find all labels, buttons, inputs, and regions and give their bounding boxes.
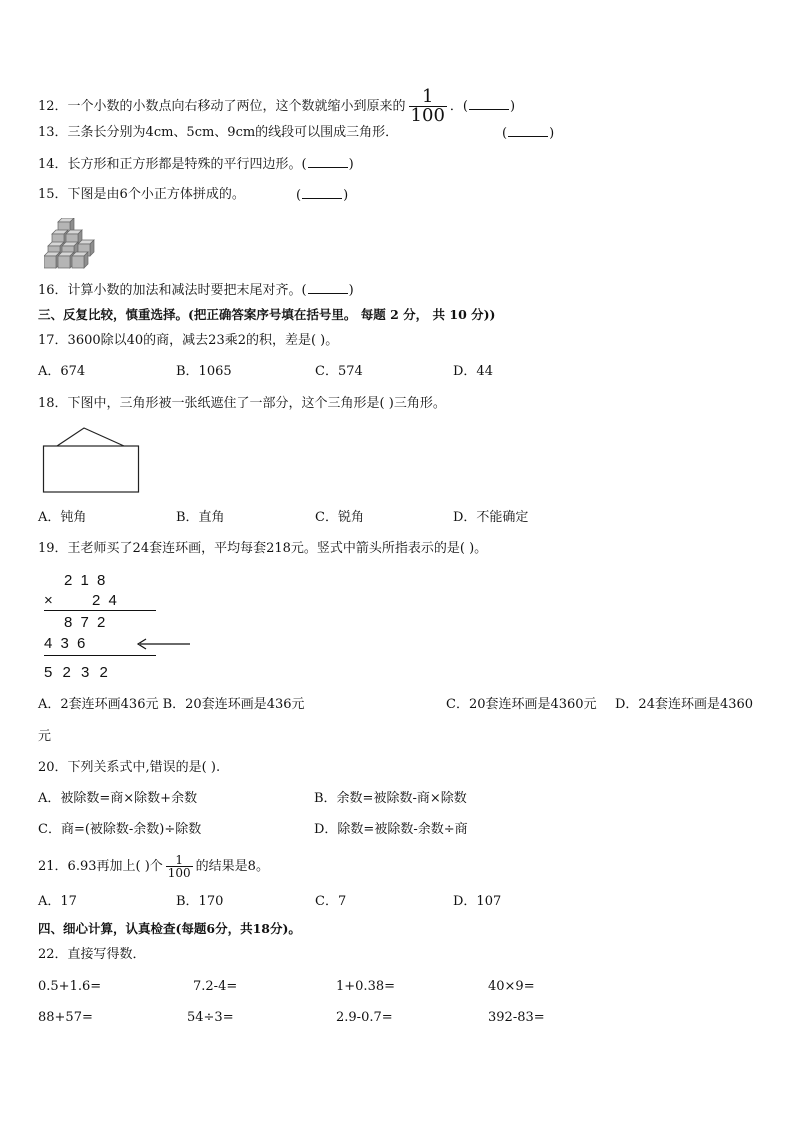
- question-16-text: 16．计算小数的加法和减法时要把末尾对齐。(: [38, 283, 307, 298]
- vertical-row-5: 5 2 3 2: [44, 664, 108, 681]
- fraction-one-hundredth: $\frac{1}{100}$: [410, 86, 445, 126]
- q21-option-c[interactable]: C．7: [315, 894, 347, 909]
- arrow-left-icon: [134, 638, 192, 650]
- answer-blank-13[interactable]: [508, 124, 548, 137]
- q20-option-a[interactable]: A．被除数=商×除数+余数: [38, 791, 198, 806]
- calc-item: 0.5+1.6=: [38, 979, 102, 994]
- section-3-heading: 三、反复比较，慎重选择。(把正确答案序号填在括号里。 每题 2 分， 共 10 分)): [38, 307, 496, 322]
- q21-option-d[interactable]: D．107: [453, 894, 502, 909]
- question-21: 21．6.93再加上( )个 $\frac{1}{100}$ 的结果是8。: [38, 853, 269, 880]
- question-14: 14．长方形和正方形都是特殊的平行四边形。( ): [38, 157, 354, 172]
- q18-option-b[interactable]: B．直角: [176, 510, 225, 525]
- stacked-cubes-figure: [44, 218, 98, 270]
- answer-blank-15[interactable]: [302, 186, 342, 199]
- section-4-heading: 四、细心计算，认真检查(每题6分，共18分)。: [38, 921, 301, 936]
- vertical-row-3: 8 7 2: [64, 614, 106, 631]
- q19-option-d[interactable]: D．24套连环画是4360: [615, 697, 754, 712]
- answer-blank-12[interactable]: [469, 97, 509, 110]
- q19-option-d-wrap: 元: [38, 729, 52, 744]
- question-15-text: 15．下图是由6个小正方体拼成的。: [38, 187, 245, 202]
- calc-item: 7.2-4=: [193, 979, 238, 994]
- q20-option-c[interactable]: C．商=(被除数-余数)÷除数: [38, 822, 202, 837]
- calc-item: 40×9=: [488, 979, 535, 994]
- q19-option-ab[interactable]: A．2套连环画436元 B．20套连环画是436元: [38, 697, 305, 712]
- question-13: [38, 124, 398, 142]
- calc-item: 54÷3=: [187, 1010, 234, 1025]
- answer-paren-13: ( ): [502, 126, 555, 141]
- vertical-row-2: 2 4: [92, 592, 117, 609]
- question-15: [38, 186, 245, 204]
- answer-blank-14[interactable]: [308, 155, 348, 168]
- vertical-row-4: 4 3 6: [44, 635, 86, 652]
- question-12: 12．一个小数的小数点向右移动了两位，这个数就缩小到原来的 $\frac{1}{100}$ ．( ): [38, 86, 516, 126]
- q18-option-d[interactable]: D．不能确定: [453, 510, 529, 525]
- question-14-text: 14．长方形和正方形都是特殊的平行四边形。(: [38, 157, 307, 172]
- q17-option-b[interactable]: B．1065: [176, 364, 232, 379]
- question-19: 19．王老师买了24套连环画，平均每套218元。竖式中箭头所指表示的是( )。: [38, 541, 488, 556]
- q18-option-c[interactable]: C．锐角: [315, 510, 364, 525]
- question-13-text: 13．三条长分别为4cm、5cm、9cm的线段可以围成三角形．: [38, 125, 399, 140]
- q21-option-a[interactable]: A．17: [38, 894, 77, 909]
- question-20: 20．下列关系式中,错误的是( ).: [38, 760, 221, 775]
- fraction-one-hundredth-small: $\frac{1}{100}$: [167, 853, 191, 880]
- question-22: 22．直接写得数．: [38, 947, 146, 962]
- calc-item: 88+57=: [38, 1010, 93, 1025]
- question-18: 18．下图中，三角形被一张纸遮住了一部分，这个三角形是( )三角形。: [38, 396, 446, 411]
- q19-option-c[interactable]: C．20套连环画是4360元: [446, 697, 597, 712]
- times-sign: ×: [44, 592, 53, 609]
- calc-item: 392-83=: [488, 1010, 545, 1025]
- question-16: 16．计算小数的加法和减法时要把末尾对齐。( ): [38, 283, 354, 298]
- q21-option-b[interactable]: B．170: [176, 894, 224, 909]
- calc-item: 2.9-0.7=: [336, 1010, 393, 1025]
- calc-item: 1+0.38=: [336, 979, 396, 994]
- covered-triangle-figure: [42, 426, 142, 496]
- q17-option-c[interactable]: C．574: [315, 364, 363, 379]
- answer-blank-16[interactable]: [308, 281, 348, 294]
- vertical-line-2: [44, 655, 156, 656]
- answer-paren-15: ( ): [296, 188, 349, 203]
- q20-option-d[interactable]: D．除数=被除数-余数÷商: [314, 822, 468, 837]
- question-17: 17．3600除以40的商，减去23乘2的积，差是( )。: [38, 333, 339, 348]
- q17-option-d[interactable]: D．44: [453, 364, 493, 379]
- question-12-text: 12．一个小数的小数点向右移动了两位，这个数就缩小到原来的: [38, 99, 406, 114]
- q20-option-b[interactable]: B．余数=被除数-商×除数: [314, 791, 467, 806]
- vertical-line-1: [44, 610, 156, 611]
- q18-option-a[interactable]: A．钝角: [38, 510, 87, 525]
- q17-option-a[interactable]: A．674: [38, 364, 86, 379]
- vertical-row-1: 2 1 8: [64, 572, 106, 589]
